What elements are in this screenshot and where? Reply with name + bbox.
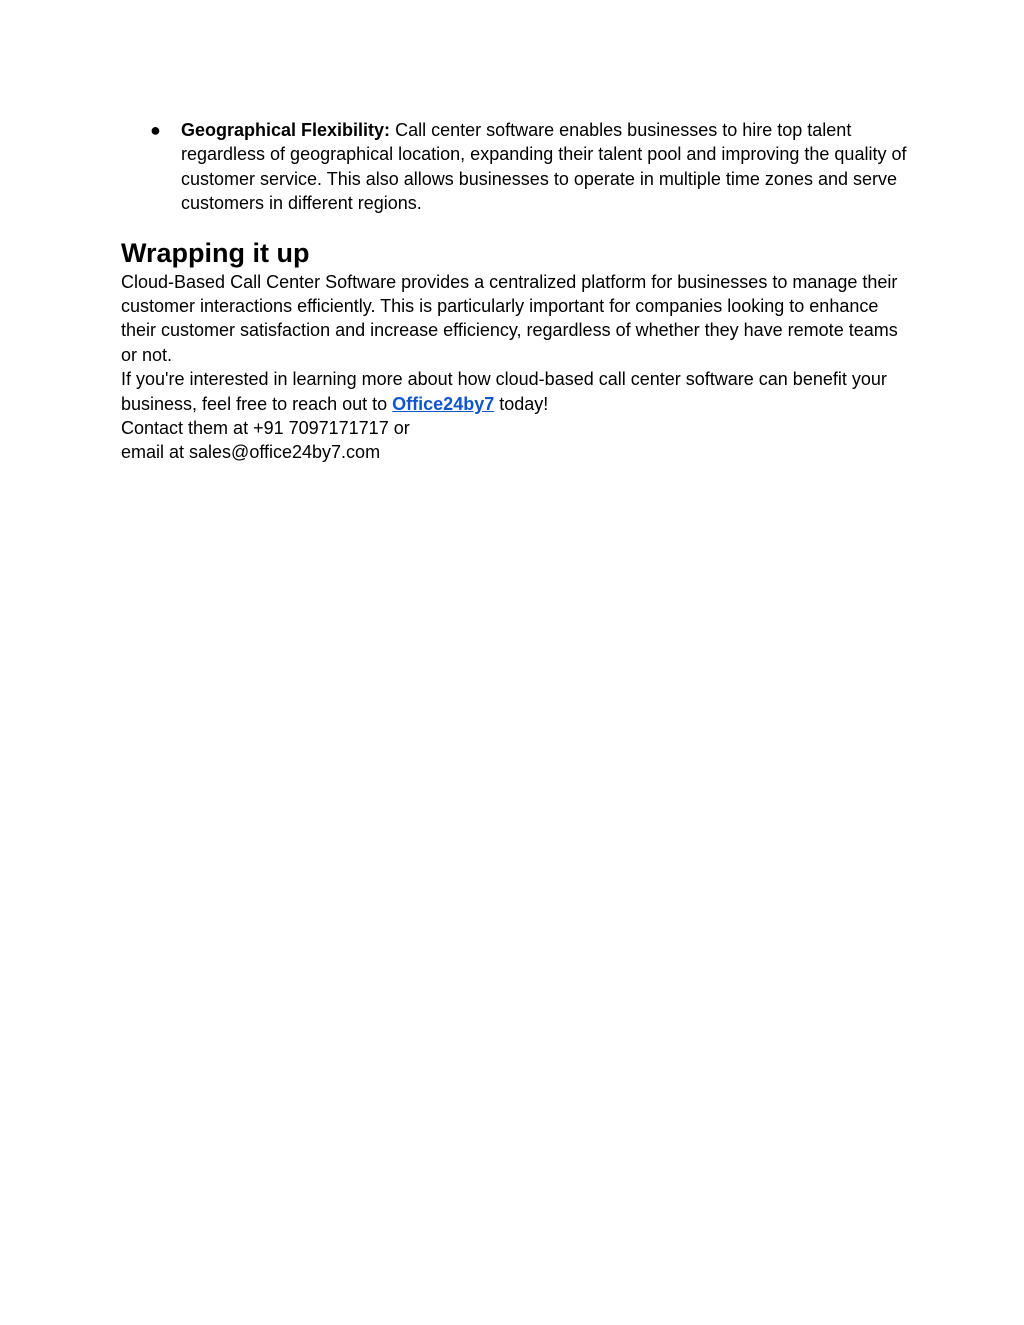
summary-paragraph: Cloud-Based Call Center Software provides a centralized platform for businesses to manage their customer interactions efficiently. This is particularly important for companies looking to enhance their customer satisfaction and increase efficiency, regardless of whether they have remote teams or not. xyxy=(121,271,898,365)
document-body xyxy=(121,118,911,465)
contact-phone-line: Contact them at +91 7097171717 or xyxy=(121,418,410,439)
cta-text-before: If you're interested in learning more about how cloud-based call center software can benefit your business, feel free to reach out to xyxy=(121,369,887,414)
bullet-term: Geographical Flexibility: xyxy=(181,120,391,140)
cta-text-after: today! xyxy=(494,393,549,414)
list-item xyxy=(121,118,911,216)
office24by7-link[interactable]: Office24by7 xyxy=(392,393,495,414)
cta-paragraph xyxy=(121,367,911,416)
contact-email-line: email at sales@office24by7.com xyxy=(121,442,381,463)
bullet-list xyxy=(121,118,911,216)
section-heading: Wrapping it up xyxy=(121,237,310,268)
bullet-marker: ● xyxy=(150,120,161,140)
bullet-text: Call center software enables businesses to hire top talent regardless of geographical location, expanding their talent pool and improving the quality of customer service. This also allows businesses to operate in multiple time zones and serve customers in different regions. xyxy=(181,120,907,214)
